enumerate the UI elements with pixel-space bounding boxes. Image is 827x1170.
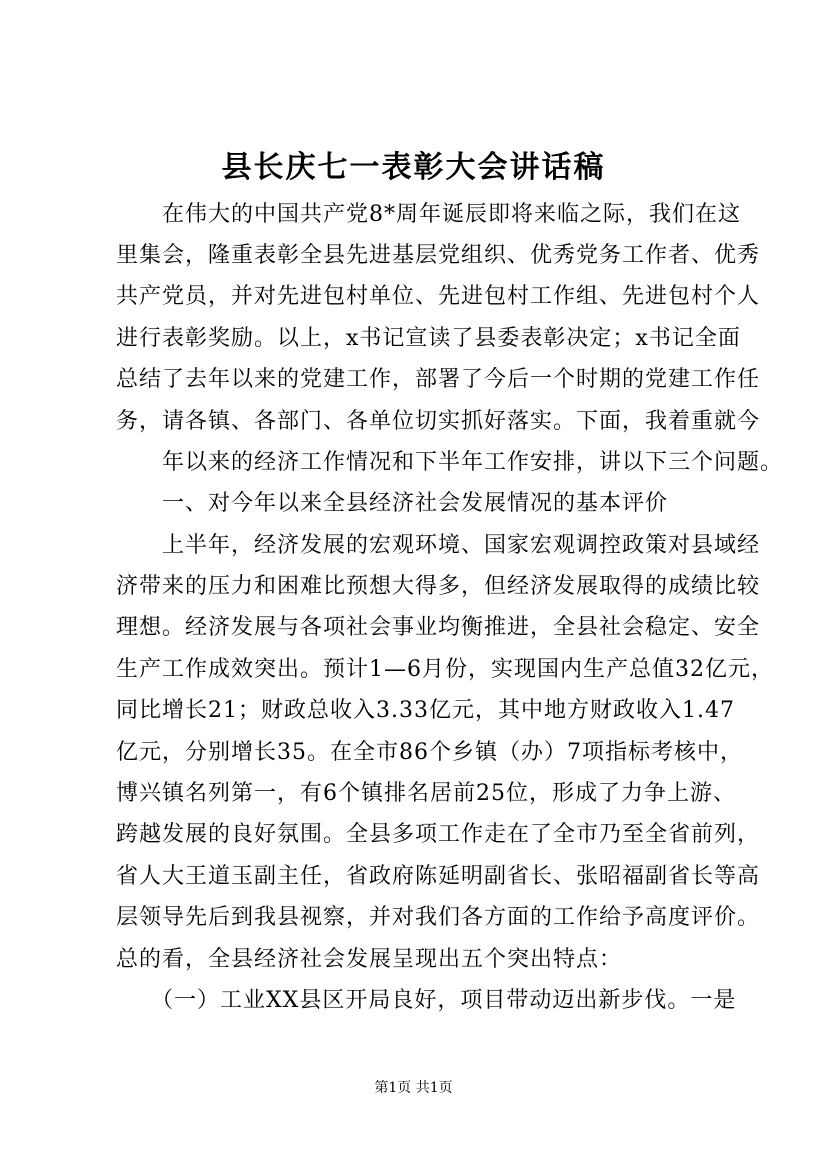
body-line: 总的看，全县经济社会发展呈现出五个突出特点： [116, 947, 623, 972]
body-line: 进行表彰奖励。以上，x书记宣读了县委表彰决定；x书记全面 [116, 326, 741, 351]
body-line: 上半年，经济发展的宏观环境、国家宏观调控政策对县域经 [116, 533, 761, 558]
page-number: 第1页 共1页 [374, 1080, 453, 1096]
body-line: 层领导先后到我县视察，并对我们各方面的工作给予高度评价。 [116, 905, 761, 930]
body-line: 济带来的压力和困难比预想大得多，但经济发展取得的成绩比较 [116, 574, 761, 599]
subsection-heading: （一）工业XX县区开局良好，项目带动迈出新步伐。一是 [116, 988, 737, 1013]
body-line: 里集会，隆重表彰全县先进基层党组织、优秀党务工作者、优秀 [116, 243, 761, 268]
body-line: 博兴镇名列第一，有6个镇排名居前25位，形成了力争上游、 [116, 781, 736, 806]
body-line: 省人大王道玉副主任，省政府陈延明副省长、张昭福副省长等高 [116, 864, 761, 889]
body-line: 共产党员，并对先进包村单位、先进包村工作组、先进包村个人 [116, 284, 761, 309]
body-line: 亿元，分别增长35。在全市86个乡镇（办）7项指标考核中， [116, 740, 743, 765]
body-line: 跨越发展的良好氛围。全县多项工作走在了全市乃至全省前列， [116, 822, 761, 847]
body-line: 理想。经济发展与各项社会事业均衡推进，全县社会稳定、安全 [116, 615, 761, 640]
body-line: 在伟大的中国共产党8*周年诞辰即将来临之际，我们在这 [116, 202, 741, 227]
document-title: 县长庆七一表彰大会讲话稿 [221, 150, 606, 185]
body-line: 同比增长21；财政总收入3.33亿元，其中地方财政收入1.47 [116, 698, 735, 723]
body-line: 年以来的经济工作情况和下半年工作安排，讲以下三个问题。 [116, 450, 784, 475]
section-heading: 一、对今年以来全县经济社会发展情况的基本评价 [116, 491, 669, 516]
body-line: 总结了去年以来的党建工作，部署了今后一个时期的党建工作任 [116, 367, 761, 392]
body-line: 务，请各镇、各部门、各单位切实抓好落实。下面，我着重就今 [116, 409, 761, 434]
body-line: 生产工作成效突出。预计1—6月份，实现国内生产总值32亿元， [116, 657, 774, 682]
